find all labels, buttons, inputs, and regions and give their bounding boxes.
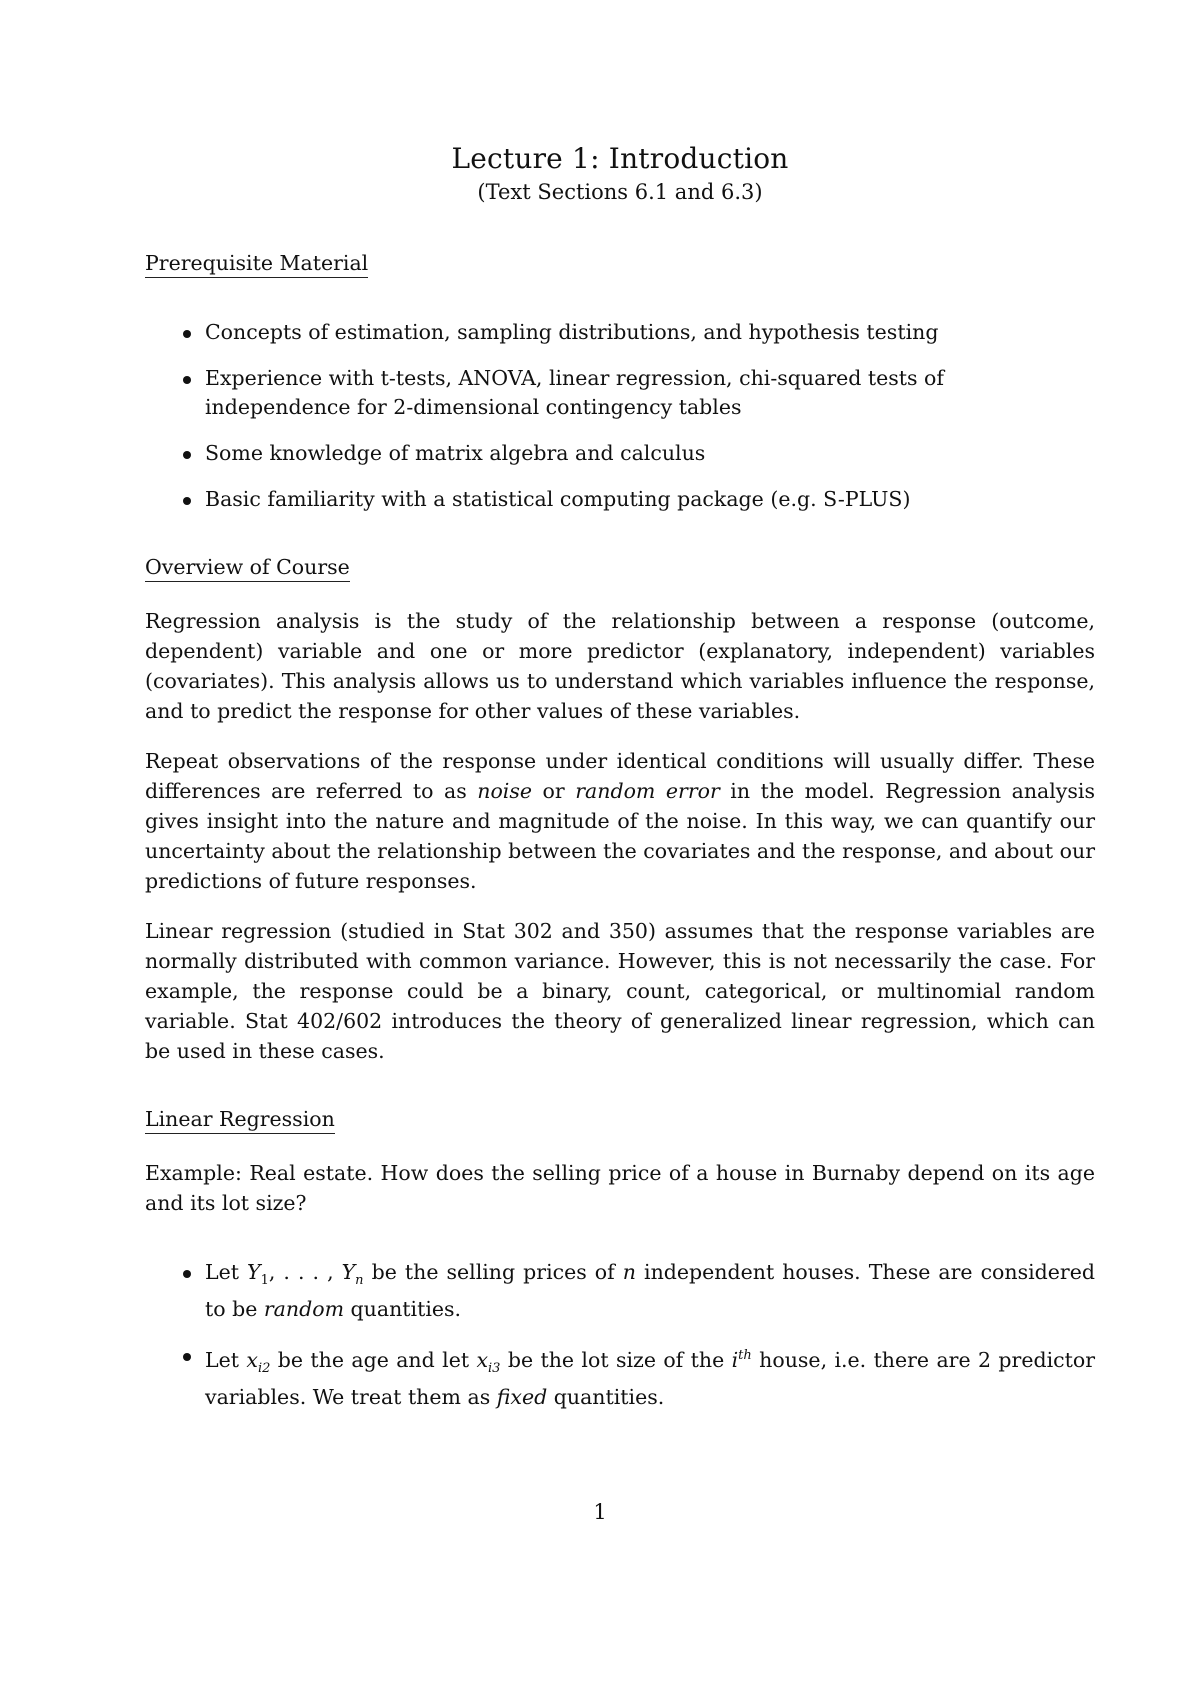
section-overview <box>145 554 1095 582</box>
list-item: Some knowledge of matrix algebra and calculus <box>145 439 1095 468</box>
list-item: Let $Y_1$, . . . , $Y_n$ be the selling prices of n independent houses. These are considered to be random quantities. <box>145 1258 1095 1324</box>
bullet-icon <box>183 330 191 338</box>
overview-paragraph-1: Regression analysis is the study of the relationship between a response (outcome, dependent) variable and one or more predictor (explanatory, independent) variables (covariates). This analysis allows us to understand which variables influence the response, and to predict the response for other values of these variables. <box>145 609 1095 723</box>
list-item: Let $x_{i2}$ be the age and let $x_{i3}$ be the lot size of the $i^{th}$ house, i.e. there are 2 predictor variables. We treat them as fixed quantities. <box>145 1341 1095 1412</box>
overview-paragraph-2: Repeat observations of the response under identical conditions will usually differ. These differences are referred to as noise or random error in the model. Regression analysis gives insight into the nature and magnitude of the noise. In this way, we can quantify our uncertainty about the relationship between the covariates and the response, and about our predictions of future responses. <box>145 749 1095 893</box>
section-heading-linreg: Linear Regression <box>145 1106 335 1134</box>
section-heading-prereq: Prerequisite Material <box>145 250 368 278</box>
list-item: Basic familiarity with a statistical computing package (e.g. S-PLUS) <box>145 485 1095 514</box>
bullet-icon <box>183 1270 191 1278</box>
section-heading-overview: Overview of Course <box>145 554 350 582</box>
prereq-list <box>145 318 1095 514</box>
list-item: Concepts of estimation, sampling distributions, and hypothesis testing <box>145 318 1095 347</box>
section-prereq <box>145 250 1095 278</box>
linreg-example: Example: Real estate. How does the selling price of a house in Burnaby depend on its age and its lot size? <box>145 1161 1095 1215</box>
list-item: Experience with t-tests, ANOVA, linear regression, chi-squared tests of independence for 2-dimensional contingency tables <box>145 364 1095 422</box>
linreg-list <box>145 1258 1095 1412</box>
bullet-icon <box>183 376 191 384</box>
bullet-icon <box>183 497 191 505</box>
page-title: Lecture 1: Introduction <box>451 142 789 175</box>
bullet-icon <box>183 451 191 459</box>
document-page <box>145 140 1095 1412</box>
title-block <box>145 140 1095 206</box>
overview-paragraph-3: Linear regression (studied in Stat 302 and 350) assumes that the response variables are normally distributed with common variance. However, this is not necessarily the case. For example, the response could be a binary, count, categorical, or multinomial random variable. Stat 402/602 introduces the theory of generalized linear regression, which can be used in these cases. <box>145 919 1095 1063</box>
page-number: 1 <box>593 1500 607 1524</box>
page-subtitle: (Text Sections 6.1 and 6.3) <box>477 180 763 204</box>
bullet-icon <box>183 1353 191 1361</box>
section-linreg <box>145 1106 1095 1134</box>
